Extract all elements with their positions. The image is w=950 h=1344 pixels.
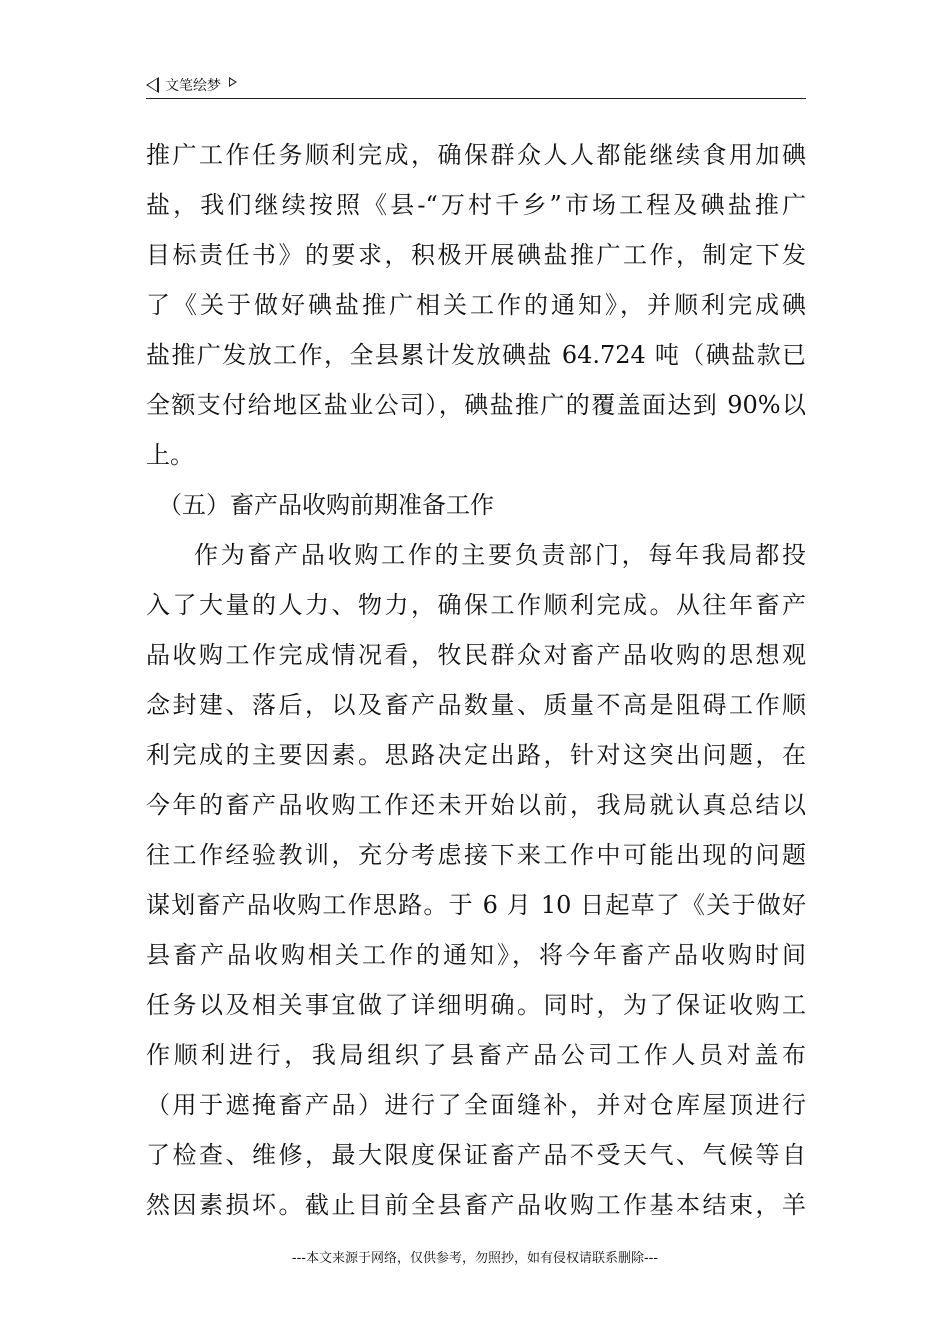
body-line: 了《关于做好碘盐推广相关工作的通知》，并顺利完成碘 — [146, 291, 806, 319]
body-line: 盐，我们继续按照《县-“万村千乡”市场工程及碘盐推广 — [146, 191, 806, 219]
body-line: 往工作经验教训，充分考虑接下来工作中可能出现的问题 — [146, 841, 806, 869]
body-line: 全额支付给地区盐业公司），碘盐推广的覆盖面达到 90%以 — [146, 391, 806, 419]
body-line: 任务以及相关事宜做了详细明确。同时，为了保证收购工 — [146, 991, 806, 1019]
body-line: 县畜产品收购相关工作的通知》，将今年畜产品收购时间 — [146, 941, 806, 969]
header-title: 文笔绘梦 — [165, 78, 221, 94]
section-heading: （五）畜产品收购前期准备工作 — [158, 491, 494, 519]
body-line: 品收购工作完成情况看，牧民群众对畜产品收购的思想观 — [146, 641, 806, 669]
body-line: 推广工作任务顺利完成，确保群众人人都能继续食用加碘 — [146, 141, 806, 169]
triangle-left-icon — [146, 77, 159, 93]
body-line: 今年的畜产品收购工作还未开始以前，我局就认真总结以 — [146, 791, 806, 819]
body-line: 入了大量的人力、物力，确保工作顺利完成。从往年畜产 — [146, 591, 806, 619]
triangle-right-icon — [229, 77, 237, 87]
body-line: 作顺利进行，我局组织了县畜产品公司工作人员对盖布 — [146, 1041, 806, 1069]
body-line: 然因素损坏。截止目前全县畜产品收购工作基本结束，羊 — [146, 1191, 806, 1219]
body-line: 目标责任书》的要求，积极开展碘盐推广工作，制定下发 — [146, 241, 806, 269]
body-line: 利完成的主要因素。思路决定出路，针对这突出问题，在 — [146, 741, 806, 769]
page-footer: ---本文来源于网络，仅供参考，勿照抄，如有侵权请联系删除--- — [291, 1251, 659, 1266]
body-line: 了检查、维修，最大限度保证畜产品不受天气、气候等自 — [146, 1141, 806, 1169]
body-line: 上。 — [146, 441, 194, 469]
body-line: （用于遮掩畜产品）进行了全面缝补，并对仓库屋顶进行 — [146, 1091, 806, 1119]
body-line: 作为畜产品收购工作的主要负责部门，每年我局都投 — [194, 541, 806, 569]
body-line: 谋划畜产品收购工作思路。于 6 月 10 日起草了《关于做好 — [146, 891, 806, 919]
body-line: 盐推广发放工作，全县累计发放碘盐 64.724 吨（碘盐款已 — [146, 341, 806, 369]
document-body — [146, 130, 806, 1230]
page-header — [146, 72, 806, 99]
body-line: 念封建、落后，以及畜产品数量、质量不高是阻碍工作顺 — [146, 691, 806, 719]
